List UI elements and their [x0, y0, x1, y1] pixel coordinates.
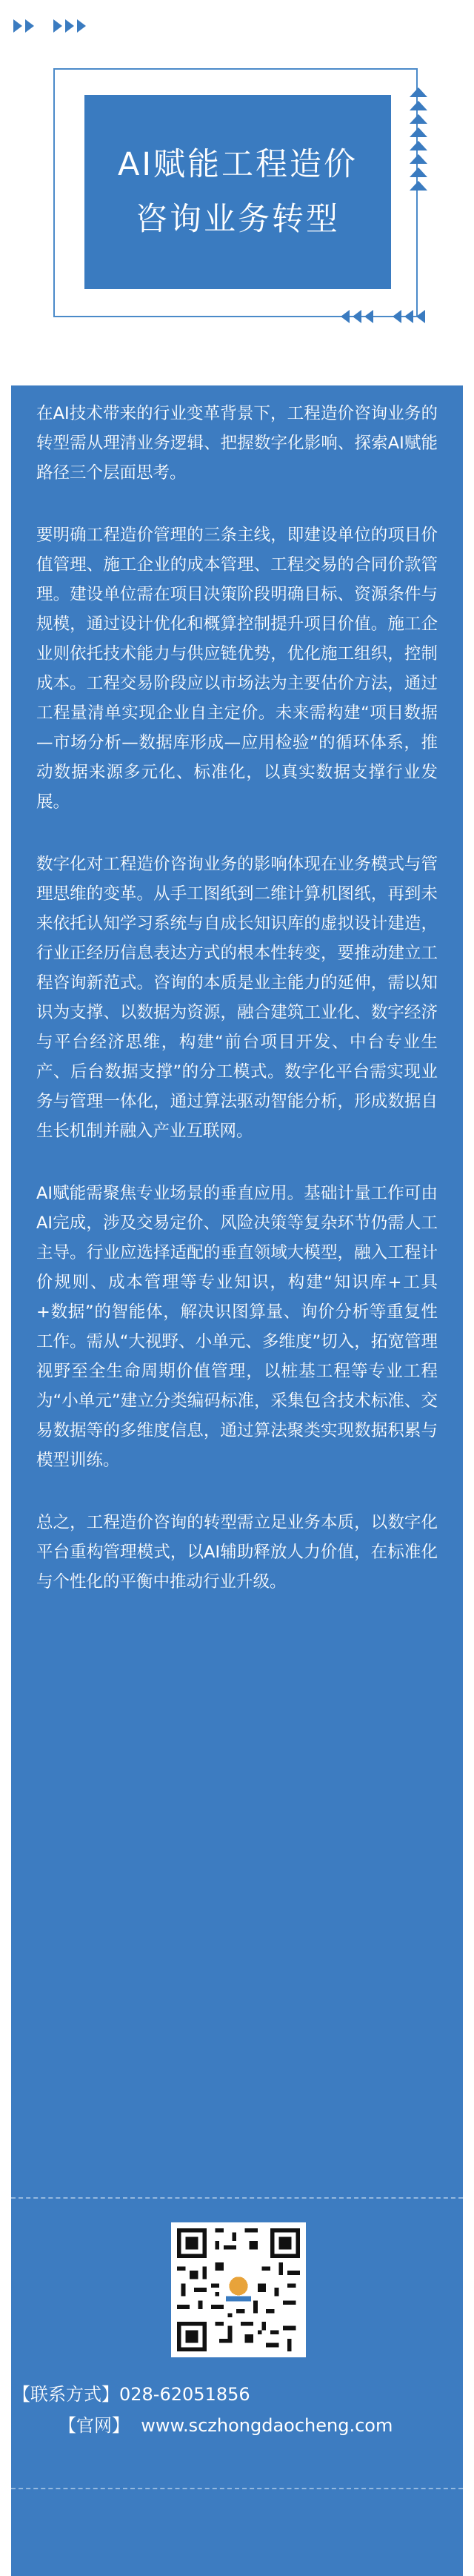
paragraph-intro: 在AI技术带来的行业变革背景下，工程造价咨询业务的转型需从理清业务逻辑、把握数字化影响、探索AI赋能路径三个层面思考。: [36, 404, 438, 483]
site-url[interactable]: www.sczhongdaocheng.com: [141, 2415, 393, 2436]
contact-phone-row: [13, 2380, 250, 2409]
title-box: [84, 95, 391, 289]
site-label: 【官网】: [59, 2415, 130, 2436]
paragraph-management-lines: 要明确工程造价管理的三条主线，即建设单位的项目价值管理、施工企业的成本管理、工程交易的合同价款管理。建设单位需在项目决策阶段明确目标、资源条件与规模，通过设计优化和概算控制提升项目价值。施工企业则依托技术能力与供应链优势，优化施工组织，控制成本。工程交易阶段应以市场法为主要估价方法，通过工程量清单实现企业自主定价。未来需构建“项目数据—市场分析—数据库形成—应用检验”的循环体系，推动数据来源多元化、标准化，以真实数据支撑行业发展。: [36, 526, 438, 812]
paragraph-digitalization: 数字化对工程造价咨询业务的影响体现在业务模式与管理思维的变革。从手工图纸到二维计算机图纸，再到未来依托认知学习系统与自成长知识库的虚拟设计建造，行业正经历信息表达方式的根本性转变，要推动建立工程咨询新范式。咨询的本质是业主能力的延伸，需以知识为支撑、以数据为资源，融合建筑工业化、数字经济与平台经济思维，构建“前台项目开发、中台专业生产、后台数据支撑”的分工模式。数字化平台需实现业务与管理一体化，通过算法驱动智能分析，形成数据自生长机制并融入产业互联网。: [36, 855, 438, 1141]
divider-bottom: [11, 2488, 463, 2489]
contact-site-row: [59, 2411, 393, 2440]
article-panel: [11, 385, 463, 2576]
qr-code-icon: [177, 2228, 300, 2351]
qr-code: [171, 2222, 306, 2357]
triangle-stack-decoration: [410, 87, 427, 194]
divider-top: [11, 2197, 463, 2199]
title-line-1: AI赋能工程造价: [117, 146, 358, 183]
article-body: [36, 399, 438, 1629]
paragraph-ai-empowerment: AI赋能需聚焦专业场景的垂直应用。基础计量工作可由AI完成，涉及交易定价、风险决策等复杂环节仍需人工主导。行业应选择适配的垂直领域大模型，融入工程计价规则、成本管理等专业知识，构建“知识库+工具+数据”的智能体，解决识图算量、询价分析等重复性工作。需从“大视野、小单元、多维度”切入，拓宽管理视野至全生命周期价值管理，以桩基工程等专业工程为“小单元”建立分类编码标准，采集包含技术标准、交易数据等的多维度信息，通过算法聚类实现数据积累与模型训练。: [36, 1184, 438, 1470]
phone-label: 【联系方式】: [13, 2384, 119, 2405]
page-title: [118, 137, 358, 247]
paragraph-conclusion: 总之，工程造价咨询的转型需立足业务本质，以数字化平台重构管理模式，以AI辅助释放人力价值，在标准化与个性化的平衡中推动行业升级。: [36, 1513, 438, 1592]
chevron-decoration-top: [13, 19, 89, 33]
title-line-2: 咨询业务转型: [135, 201, 340, 238]
phone-number: 028-62051856: [119, 2384, 250, 2405]
chevron-decoration-bottom: [338, 310, 425, 323]
